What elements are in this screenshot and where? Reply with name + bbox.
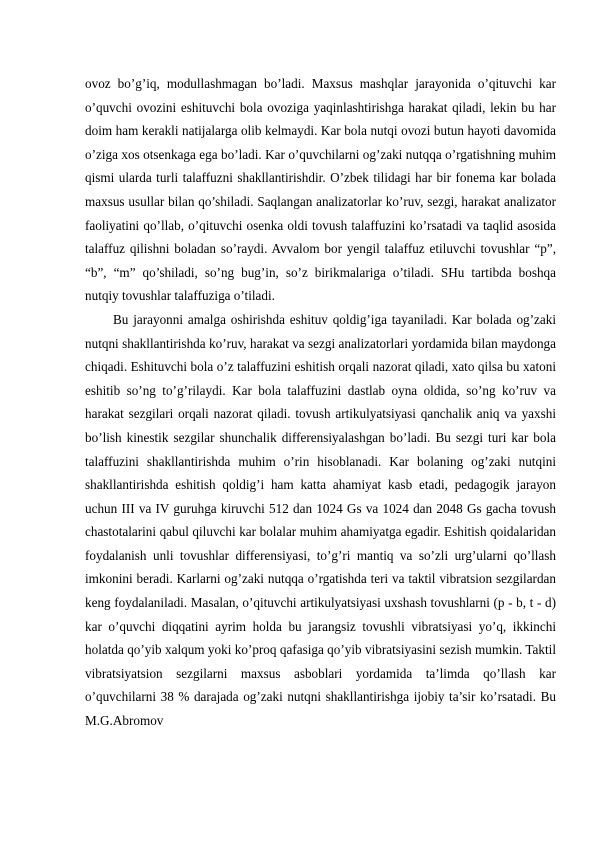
body-text (85, 72, 556, 733)
paragraph-1: ovoz bo’g’iq, modullashmagan bo’ladi. Maxsus mashqlar jarayonida o’qituvchi kar o’quvchi ovozini eshituvchi bola ovoziga yaqinlashtirishga harakat qiladi, lekin bu har doim ham kerakli natijalarga olib kelmaydi. Kar bola nutqi ovozi butun hayoti davomida o’ziga xos otsenkaga ega bo’ladi. Kar o’quvchilarni og’zaki nutqqa o’rgatishning muhim qismi ularda turli talaffuzni shakllantirishdir. O’zbek tilidagi har bir fonema kar bolada maxsus usullar bilan qo’shiladi. Saqlangan analizatorlar ko’ruv, sezgi, harakat analizator faoliyatini qo’llab, o’qituvchi osenka oldi tovush talaffuzini ko’rsatadi va taqlid asosida talaffuz qilishni boladan so’raydi. Avvalom bor yengil talaffuz etiluvchi tovushlar “p”, “b”, “m” qo’shiladi, so’ng bug’in, so’z birikmalariga o’tiladi. SHu tartibda boshqa nutqiy tovushlar talaffuziga o’tiladi. (85, 76, 556, 304)
paragraph-2: Bu jarayonni amalga oshirishda eshituv qoldig’iga tayaniladi. Kar bolada og’zaki nutqni shakllantirishda ko’ruv, harakat va sezgi analizatorlari yordamida bilan maydonga chiqadi. Eshituvchi bola o’z talaffuzini eshitish orqali nazorat qiladi, xato qilsa bu xatoni eshitib so’ng to’g’rilaydi. Kar bola talaffuzini dastlab oyna oldida, so’ng ko’ruv va harakat sezgilari orqali nazorat qiladi. tovush artikulyatsiyasi qanchalik aniq va yaxshi bo’lish kinestik sezgilar shunchalik differensiyalashgan bo’ladi. Bu sezgi turi kar bola talaffuzini shakllantirishda muhim o’rin hisoblanadi. Kar bolaning og’zaki nutqini shakllantirishda eshitish qoldig’i ham katta ahamiyat kasb etadi, pedagogik jarayon uchun III va IV guruhga kiruvchi 512 dan 1024 Gs va 1024 dan 2048 Gs gacha tovush chastotalarini qabul qiluvchi kar bolalar muhim ahamiyatga egadir. Eshitish qoidalaridan foydalanish unli tovushlar differensiyasi, to’g’ri mantiq va so’zli urg’ularni qo’llash imkonini beradi. Karlarni og’zaki nutqqa o’rgatishda teri va taktil vibratsion sezgilardan keng foydalaniladi. Masalan, o’qituvchi artikulyatsiyasi uxshash tovushlarni (p - b, t - d) kar o’quvchi diqqatini ayrim holda bu jarangsiz tovushli vibratsiyasi yo’q, ikkinchi holatda qo’yib xalqum yoki ko’proq qafasiga qo’yib vibratsiyasini sezish mumkin. Taktil vibratsiyatsion sezgilarni maxsus asboblari yordamida ta’limda qo’llash kar o’quvchilarni 38 % darajada og’zaki nutqni shakllantirishga ijobiy ta’sir ko’rsatadi. Bu M.G.Abromov (85, 311, 556, 729)
